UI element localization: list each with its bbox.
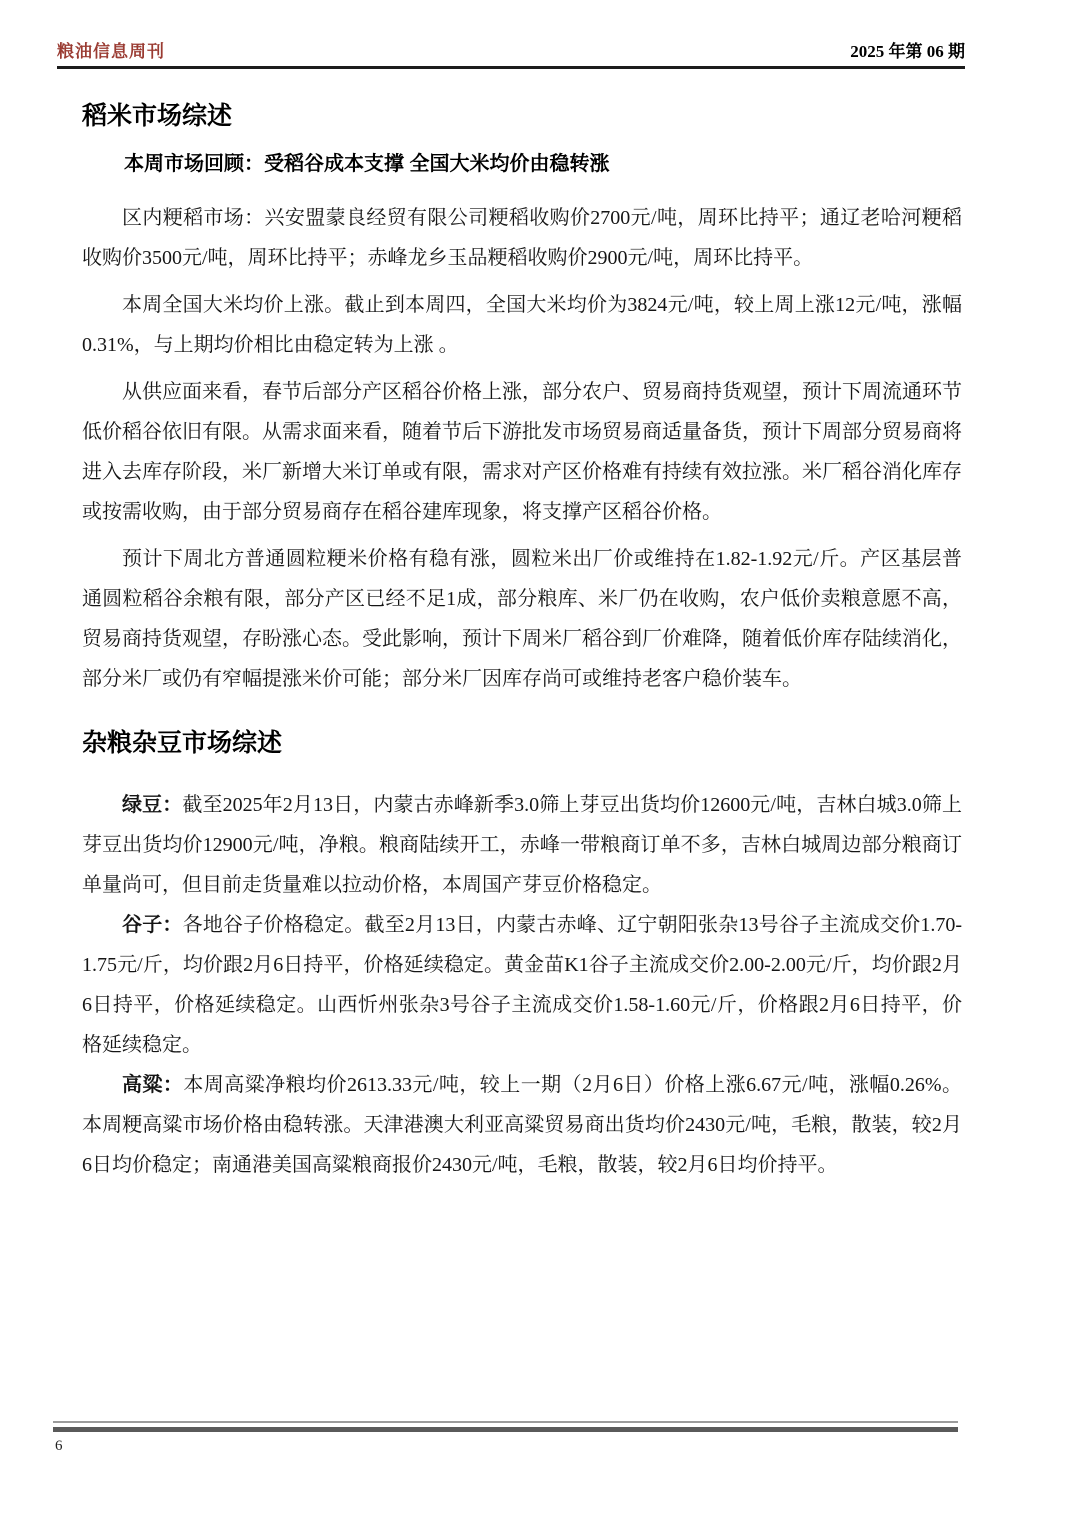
paragraph-lead-millet: 谷子：: [122, 914, 183, 936]
paragraph-next-week-forecast: 预计下周北方普通圆粒粳米价格有稳有涨，圆粒米出厂价或维持在1.82-1.92元/斤。产区基层普通圆粒稻谷余粮有限，部分产区已经不足1成，部分粮库、米厂仍在收购，农户低价卖粮意愿不高，贸易商持货观望，存盼涨心态。受此影响，预计下周米厂稻谷到厂价难降，随着低价库存陆续消化，部分米厂或仍有窄幅提涨米价可能；部分米厂因库存尚可或维持老客户稳价装车。: [82, 548, 962, 690]
paragraph-supply-demand: 从供应面来看，春节后部分产区稻谷价格上涨，部分农户、贸易商持货观望，预计下周流通环节低价稻谷依旧有限。从需求面来看，随着节后下游批发市场贸易商适量备货，预计下周部分贸易商将进入去库存阶段，米厂新增大米订单或有限，需求对产区价格难有持续有效拉涨。米厂稻谷消化库存或按需收购，由于部分贸易商存在稻谷建库现象，将支撑产区稻谷价格。: [82, 381, 962, 523]
section-subtitle-rice: 本周市场回顾：受稻谷成本支撑 全国大米均价由稳转涨: [124, 153, 610, 175]
page-number: 6: [55, 1438, 63, 1454]
footer-rule-thin: [53, 1421, 958, 1423]
section-rice-market: [82, 100, 962, 699]
paragraph-lead-sorghum: 高粱：: [122, 1074, 184, 1096]
journal-title: 粮油信息周刊: [57, 42, 165, 61]
page-header: [57, 42, 965, 69]
paragraph-sorghum: [82, 1065, 962, 1185]
footer-rule-thick: [53, 1427, 958, 1432]
page-content: [82, 100, 962, 1185]
section-title-grains-beans: 杂粮杂豆市场综述: [82, 729, 283, 757]
paragraph-text-sorghum: 本周高粱净粮均价2613.33元/吨，较上一期（2月6日）价格上涨6.67元/吨，涨幅0.26%。本周粳高粱市场价格由稳转涨。天津港澳大利亚高粱贸易商出货均价2430元/吨，毛粮，散装，较2月6日均价稳定；南通港美国高粱粮商报价2430元/吨，毛粮，散装，较2月6日均价持平。: [82, 1074, 962, 1176]
paragraph-national-rice-average: 本周全国大米均价上涨。截止到本周四，全国大米均价为3824元/吨，较上周上涨12元/吨，涨幅0.31%，与上期均价相比由稳定转为上涨 。: [82, 294, 962, 356]
paragraph-mung-bean: [82, 785, 962, 905]
section-title-rice: 稻米市场综述: [82, 102, 233, 130]
section-grains-beans-market: [82, 727, 962, 1185]
paragraph-lead-mung-bean: 绿豆：: [122, 794, 183, 816]
paragraph-millet: [82, 905, 962, 1065]
paragraph-text-millet: 各地谷子价格稳定。截至2月13日，内蒙古赤峰、辽宁朝阳张杂13号谷子主流成交价1.70-1.75元/斤，均价跟2月6日持平，价格延续稳定。黄金苗K1谷子主流成交价2.00-2.00元/斤，均价跟2月6日持平，价格延续稳定。山西忻州张杂3号谷子主流成交价1.58-1.60元/斤，价格跟2月6日持平，价格延续稳定。: [82, 914, 962, 1056]
issue-label: 2025 年第 06 期: [850, 42, 965, 61]
paragraph-japonica-purchase-prices: 区内粳稻市场：兴安盟蒙良经贸有限公司粳稻收购价2700元/吨，周环比持平；通辽老哈河粳稻收购价3500元/吨，周环比持平；赤峰龙乡玉品粳稻收购价2900元/吨，周环比持平。: [82, 207, 962, 269]
paragraph-text-mung-bean: 截至2025年2月13日，内蒙古赤峰新季3.0筛上芽豆出货均价12600元/吨，吉林白城3.0筛上芽豆出货均价12900元/吨，净粮。粮商陆续开工，赤峰一带粮商订单不多，吉林白城周边部分粮商订单量尚可，但目前走货量难以拉动价格，本周国产芽豆价格稳定。: [82, 794, 962, 896]
